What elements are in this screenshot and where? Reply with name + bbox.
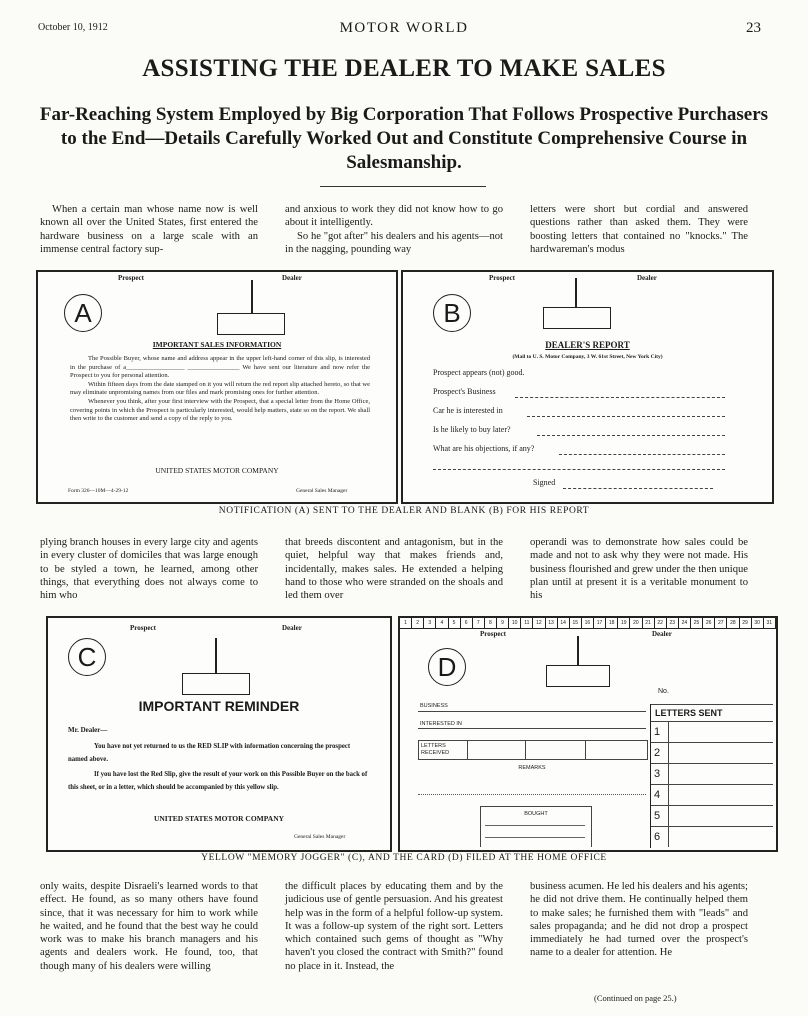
form-c-salutation: Mr. Dealer— bbox=[68, 726, 108, 734]
letters-sent-row bbox=[651, 742, 773, 763]
form-c-body: You have not yet returned to us the RED SLIP with information concerning the prospect named above. If you have lost the Red Slip, give the result of your work on this Possible Buyer on the back of this sheet, or in a letter, which should be accompanied by this yellow slip. bbox=[68, 743, 368, 791]
window-stem bbox=[215, 638, 217, 674]
rule-line bbox=[485, 825, 585, 826]
letters-sent-row bbox=[651, 763, 773, 784]
form-c-title: IMPORTANT REMINDER bbox=[138, 698, 300, 714]
blank-line bbox=[537, 434, 725, 436]
window-stem bbox=[251, 280, 253, 314]
prospect-label: Prospect bbox=[130, 624, 156, 632]
address-window bbox=[217, 313, 285, 335]
ruler-cell: 7 bbox=[473, 618, 485, 628]
dealer-label: Dealer bbox=[282, 624, 302, 632]
ruler-cell: 1 bbox=[400, 618, 412, 628]
ruler-cell: 16 bbox=[582, 618, 594, 628]
ruler-cell: 28 bbox=[727, 618, 739, 628]
ruler-cell: 10 bbox=[509, 618, 521, 628]
letters-sent-row-number: 5 bbox=[651, 806, 669, 826]
blank-line bbox=[559, 453, 725, 455]
column-3-bottom: business acumen. He led his dealers and his agents; he did not drive them. He continually helped them to make sales; he furnished them with "leads" and sales propaganda; and he did not drop a prospect immediately he had turned over the prospect's name to a dealer for attention. He bbox=[530, 881, 748, 959]
ruler-cell: 9 bbox=[497, 618, 509, 628]
letter-d-circle: D bbox=[428, 648, 466, 686]
prospect-label: Prospect bbox=[118, 274, 144, 282]
letters-sent-row-number: 4 bbox=[651, 785, 669, 805]
ruler-cell: 6 bbox=[461, 618, 473, 628]
blank-line bbox=[515, 396, 725, 398]
dealer-label: Dealer bbox=[637, 274, 657, 282]
continued-note: (Continued on page 25.) bbox=[594, 993, 677, 1003]
ruler-cell: 26 bbox=[703, 618, 715, 628]
report-signed-label: Signed bbox=[533, 478, 556, 487]
form-a-manager: General Sales Manager bbox=[296, 488, 348, 494]
window-stem bbox=[575, 278, 577, 308]
ruler-cell: 27 bbox=[715, 618, 727, 628]
rule-line bbox=[418, 728, 646, 729]
column-1-bottom: only waits, despite Disraeli's learned words to that effect. He found, as so many others have found since, that it was necessary for him to work while he waited, and he found that the best way he could work was to make his branch managers and his agents and dealers work. He found, too, that though many of his dealers were willing bbox=[40, 881, 258, 972]
prospect-label: Prospect bbox=[489, 274, 515, 282]
bought-label: BOUGHT bbox=[524, 811, 548, 817]
letters-received-box bbox=[418, 740, 648, 760]
dealer-label: Dealer bbox=[282, 274, 302, 282]
ruler-cell: 24 bbox=[679, 618, 691, 628]
ruler-cell: 31 bbox=[764, 618, 776, 628]
form-a-company: UNITED STATES MOTOR COMPANY bbox=[155, 466, 279, 475]
interested-label: INTERESTED IN bbox=[420, 721, 462, 727]
letter-b-circle: B bbox=[433, 294, 471, 332]
dealer-label: Dealer bbox=[652, 630, 672, 638]
cell-divider bbox=[467, 741, 468, 759]
letters-sent-row bbox=[651, 805, 773, 826]
ruler-cell: 23 bbox=[667, 618, 679, 628]
ruler-cell: 20 bbox=[630, 618, 642, 628]
letters-received-label: LETTERS RECEIVED bbox=[421, 743, 450, 756]
form-c-manager: General Sales Manager bbox=[294, 834, 346, 840]
letters-sent-table bbox=[650, 704, 773, 848]
remarks-label: REMARKS bbox=[518, 765, 546, 771]
ruler-cell: 22 bbox=[655, 618, 667, 628]
ruler-cell: 2 bbox=[412, 618, 424, 628]
ruler-cell: 5 bbox=[449, 618, 461, 628]
ruler-cell: 15 bbox=[570, 618, 582, 628]
ruler-cell: 4 bbox=[436, 618, 448, 628]
report-line-appearance: Prospect appears (not) good. bbox=[433, 368, 525, 377]
letters-sent-row bbox=[651, 721, 773, 742]
form-c-reminder bbox=[46, 616, 392, 852]
letter-a-circle: A bbox=[64, 294, 102, 332]
form-d-home-office-card bbox=[398, 616, 778, 852]
form-a-body: The Possible Buyer, whose name and address appear in the upper left-hand corner of this slip, is interested in the purchase of a__________________ ________________ We have sent our literature and now refer the Prospect to you for personal attention. Within fifteen days from the date stamped on it you will return the red report slip attached hereto, so that we may eliminate unpromising names from our files and mark promising ones for further attention. Whenever you think, after your first interview with the Prospect, that a special letter from the Home Office, covering points in which the Prospect is particularly interested, would help matters, state so on the report. We shall then write to the customer and send a copy of the reply to you. bbox=[70, 355, 370, 423]
blank-line bbox=[563, 487, 713, 489]
ruler-cell: 14 bbox=[558, 618, 570, 628]
form-c-company: UNITED STATES MOTOR COMPANY bbox=[153, 814, 285, 823]
address-window bbox=[182, 673, 250, 695]
rule-line bbox=[485, 837, 585, 838]
address-window bbox=[546, 665, 610, 687]
ruler-cell: 18 bbox=[606, 618, 618, 628]
column-2-middle: that breeds discontent and antagonism, but in the quiet, helpful way that makes friends and, incidentally, makes sales. He extended a helping hand to those who were stranded on the shoals and led them over bbox=[285, 537, 503, 602]
rule-line bbox=[418, 794, 646, 795]
letters-sent-row-number: 2 bbox=[651, 743, 669, 763]
blank-line bbox=[527, 415, 725, 417]
blank-line bbox=[433, 468, 725, 470]
column-3-top: letters were short but cordial and answered questions rather than asked them. They were boosting letters that contained no "knocks." The hardwareman's modus bbox=[530, 204, 748, 255]
divider-rule bbox=[320, 186, 486, 187]
form-a-sales-information bbox=[36, 270, 398, 504]
publication-title: MOTOR WORLD bbox=[339, 20, 469, 36]
caption-forms-ab: NOTIFICATION (A) SENT TO THE DEALER AND BLANK (B) FOR HIS REPORT bbox=[218, 506, 590, 516]
column-1-top: When a certain man whose name now is well known all over the United States, first entered the hardware business on a large scale with an immense central factory sup- bbox=[40, 204, 258, 255]
ruler-cell: 29 bbox=[740, 618, 752, 628]
letters-sent-row-number: 1 bbox=[651, 722, 669, 742]
report-line-objections: What are his objections, if any? bbox=[433, 444, 535, 453]
form-b-title: DEALER'S REPORT bbox=[545, 340, 630, 350]
rule-line bbox=[418, 711, 646, 712]
cell-divider bbox=[525, 741, 526, 759]
form-b-mail-address: (Mail to U. S. Motor Company, 3 W. 61st Street, New York City) bbox=[512, 354, 663, 360]
cell-divider bbox=[585, 741, 586, 759]
form-b-dealers-report bbox=[401, 270, 774, 504]
letters-sent-rows bbox=[651, 721, 773, 847]
letters-sent-header: LETTERS SENT bbox=[651, 704, 773, 721]
column-2-top: and anxious to work they did not know how to go about it intelligently. So he "got after" his dealers and his agents—not in the nagging, pounding way bbox=[285, 204, 503, 255]
ruler-cell: 30 bbox=[752, 618, 764, 628]
ruler-cell: 25 bbox=[691, 618, 703, 628]
bought-box bbox=[480, 806, 592, 847]
report-line-business: Prospect's Business bbox=[433, 387, 496, 396]
address-window bbox=[543, 307, 611, 329]
letters-sent-row-number: 3 bbox=[651, 764, 669, 784]
ruler-cell: 13 bbox=[546, 618, 558, 628]
window-stem bbox=[577, 636, 579, 666]
page-number: 23 bbox=[746, 20, 761, 36]
ruler-cell: 12 bbox=[533, 618, 545, 628]
ruler-cell: 3 bbox=[424, 618, 436, 628]
letters-sent-row bbox=[651, 826, 773, 847]
report-line-car: Car he is interested in bbox=[433, 406, 503, 415]
headline: ASSISTING THE DEALER TO MAKE SALES bbox=[142, 55, 666, 82]
ruler-cell: 19 bbox=[618, 618, 630, 628]
prospect-label: Prospect bbox=[480, 630, 506, 638]
form-a-number: Form 326—10M—4-29-12 bbox=[68, 488, 129, 494]
number-label: No. bbox=[658, 688, 669, 695]
letter-c-circle: C bbox=[68, 638, 106, 676]
caption-forms-cd: YELLOW "MEMORY JOGGER" (C), AND THE CARD (D) FILED AT THE HOME OFFICE bbox=[201, 853, 607, 863]
report-line-buy-later: Is he likely to buy later? bbox=[433, 425, 511, 434]
ruler-cell: 17 bbox=[594, 618, 606, 628]
issue-date: October 10, 1912 bbox=[38, 22, 108, 33]
column-3-middle: operandi was to demonstrate how sales could be made and not to ask why they were not made. His business flourished and grew under the then unique plan until at present it is a veritable monument to his bbox=[530, 537, 749, 602]
subheadline: Far-Reaching System Employed by Big Corporation That Follows Prospective Purchasers to the End—Details Carefully Worked Out and Constitute Comprehensive Course in Salesmanship. bbox=[39, 104, 769, 173]
ruler-cell: 21 bbox=[643, 618, 655, 628]
ruler-cell: 11 bbox=[521, 618, 533, 628]
business-label: BUSINESS bbox=[420, 703, 448, 709]
letters-sent-row-number: 6 bbox=[651, 827, 669, 847]
day-ruler bbox=[400, 618, 776, 629]
column-1-middle: plying branch houses in every large city and agents in every cluster of domiciles that was large enough to be styled a town, he learned, among other things, that everything does not always come to him who bbox=[40, 537, 258, 602]
ruler-cell: 8 bbox=[485, 618, 497, 628]
form-a-title: IMPORTANT SALES INFORMATION bbox=[152, 340, 282, 349]
letters-sent-row bbox=[651, 784, 773, 805]
column-2-bottom: the difficult places by educating them and by the judicious use of gentle persuasion. And his greatest help was in the form of a helpful follow-up system. It was a follow-up system of the right sort. Letters which contained such gems of thought as "Why haven't you closed the contract with Smith?" found no place in it. Instead, the bbox=[285, 881, 503, 972]
